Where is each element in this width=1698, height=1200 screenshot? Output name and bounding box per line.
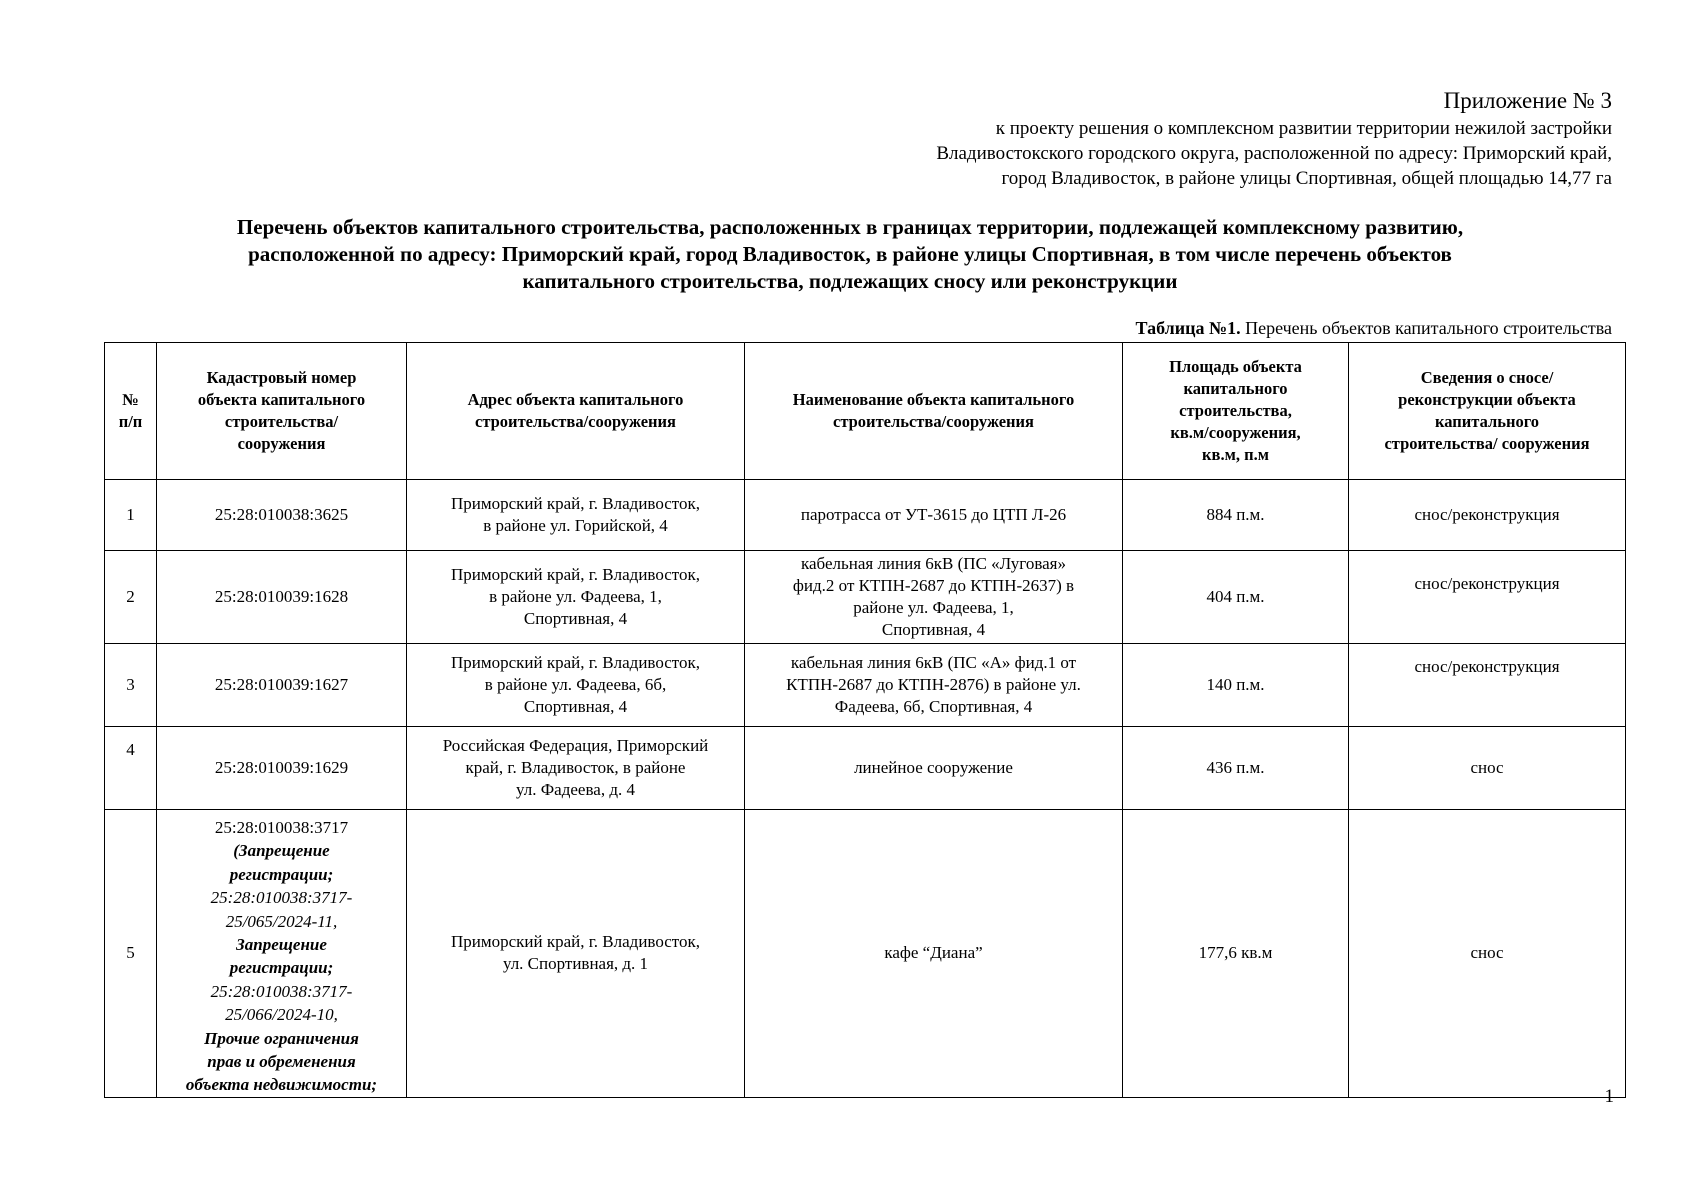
table-row <box>105 810 1626 1098</box>
encumbrance-type: прав и обременения <box>207 1052 356 1072</box>
cell-object-name: кабельная линия 6кВ (ПС «А» фид.1 от КТПН-2687 до КТПН-2876) в районе ул. Фадеева, 6б, Спортивная, 4 <box>745 644 1123 727</box>
table-row <box>105 551 1626 644</box>
cell-cadastral <box>157 810 407 1098</box>
header-num: № п/п <box>105 343 157 480</box>
table-header-row <box>105 343 1626 480</box>
annex-title: Приложение № 3 <box>1443 88 1612 113</box>
cell-num: 3 <box>105 644 157 727</box>
document-title-line-2: расположенной по адресу: Приморский край, город Владивосток, в районе улицы Спортивная, в том числе перечень объектов <box>248 242 1452 266</box>
cell-address: Приморский край, г. Владивосток, в районе ул. Горийской, 4 <box>407 480 745 551</box>
annex-line-3: город Владивосток, в районе улицы Спортивная, общей площадью 14,77 га <box>1001 168 1612 189</box>
annex-line-2: Владивостокского городского округа, расположенной по адресу: Приморский край, <box>936 143 1612 164</box>
header-area: Площадь объекта капитального строительства, кв.м/сооружения, кв.м, п.м <box>1123 343 1349 480</box>
encumbrance-type: регистрации; <box>229 864 334 884</box>
cell-object-name: паротрасса от УТ-3615 до ЦТП Л-26 <box>745 480 1123 551</box>
header-cadastral: Кадастровый номер объекта капитального строительства/ сооружения <box>157 343 407 480</box>
cell-area: 177,6 кв.м <box>1123 810 1349 1098</box>
objects-table <box>104 342 1626 1098</box>
cell-address: Приморский край, г. Владивосток, ул. Спортивная, д. 1 <box>407 810 745 1098</box>
encumbrance-record: 25:28:010038:3717- <box>210 888 353 908</box>
encumbrance-record: 25:28:010038:3717- <box>210 981 353 1001</box>
encumbrance-type: регистрации; <box>229 958 334 978</box>
cell-demolition: снос <box>1349 810 1626 1098</box>
table-caption-text: Перечень объектов капитального строительства <box>1240 318 1612 338</box>
cadastral-number: 25:28:010038:3717 <box>214 818 349 837</box>
annex-line-1: к проекту решения о комплексном развитии территории нежилой застройки <box>995 118 1612 139</box>
cell-cadastral: 25:28:010039:1629 <box>157 727 407 810</box>
cell-num: 1 <box>105 480 157 551</box>
encumbrance-type: Прочие ограничения <box>204 1028 359 1048</box>
cell-area: 884 п.м. <box>1123 480 1349 551</box>
encumbrance-type: (Запрещение <box>233 841 330 861</box>
table-row <box>105 644 1626 727</box>
annex-header <box>936 86 1612 191</box>
cell-num: 5 <box>105 810 157 1098</box>
cell-num: 2 <box>105 551 157 644</box>
page-number: 1 <box>1604 1086 1614 1107</box>
table-caption-label: Таблица №1. <box>1135 318 1241 338</box>
cell-address: Приморский край, г. Владивосток, в районе ул. Фадеева, 1, Спортивная, 4 <box>407 551 745 644</box>
cell-cadastral: 25:28:010039:1628 <box>157 551 407 644</box>
cell-demolition: снос/реконструкция <box>1349 551 1626 644</box>
cell-object-name: линейное сооружение <box>745 727 1123 810</box>
encumbrance-record: 25/065/2024-11, <box>225 911 338 931</box>
table-caption <box>1136 317 1612 339</box>
cell-object-name: кафе “Диана” <box>745 810 1123 1098</box>
cell-cadastral: 25:28:010039:1627 <box>157 644 407 727</box>
encumbrance-record: 25/066/2024-10, <box>225 1005 338 1025</box>
cell-address: Российская Федерация, Приморский край, г. Владивосток, в районе ул. Фадеева, д. 4 <box>407 727 745 810</box>
document-title-line-1: Перечень объектов капитального строительства, расположенных в границах территории, подлежащей комплексному развитию, <box>236 215 1464 239</box>
encumbrance-type: объекта недвижимости; <box>185 1075 378 1095</box>
encumbrance-type: Запрещение <box>236 935 327 955</box>
document-title-line-3: капитального строительства, подлежащих сносу или реконструкции <box>522 269 1178 293</box>
table-row <box>105 480 1626 551</box>
document-title <box>110 214 1590 295</box>
cell-demolition: снос <box>1349 727 1626 810</box>
cell-area: 436 п.м. <box>1123 727 1349 810</box>
cell-area: 404 п.м. <box>1123 551 1349 644</box>
cell-cadastral: 25:28:010038:3625 <box>157 480 407 551</box>
cell-demolition: снос/реконструкция <box>1349 480 1626 551</box>
header-demolition: Сведения о сносе/ реконструкции объекта капитального строительства/ сооружения <box>1349 343 1626 480</box>
table-row <box>105 727 1626 810</box>
cell-area: 140 п.м. <box>1123 644 1349 727</box>
cell-address: Приморский край, г. Владивосток, в районе ул. Фадеева, 6б, Спортивная, 4 <box>407 644 745 727</box>
cell-demolition: снос/реконструкция <box>1349 644 1626 727</box>
header-name: Наименование объекта капитального строительства/сооружения <box>745 343 1123 480</box>
header-address: Адрес объекта капитального строительства/сооружения <box>407 343 745 480</box>
cell-object-name: кабельная линия 6кВ (ПС «Луговая» фид.2 от КТПН-2687 до КТПН-2637) в районе ул. Фадеева, 1, Спортивная, 4 <box>745 551 1123 644</box>
cell-num: 4 <box>105 727 157 810</box>
